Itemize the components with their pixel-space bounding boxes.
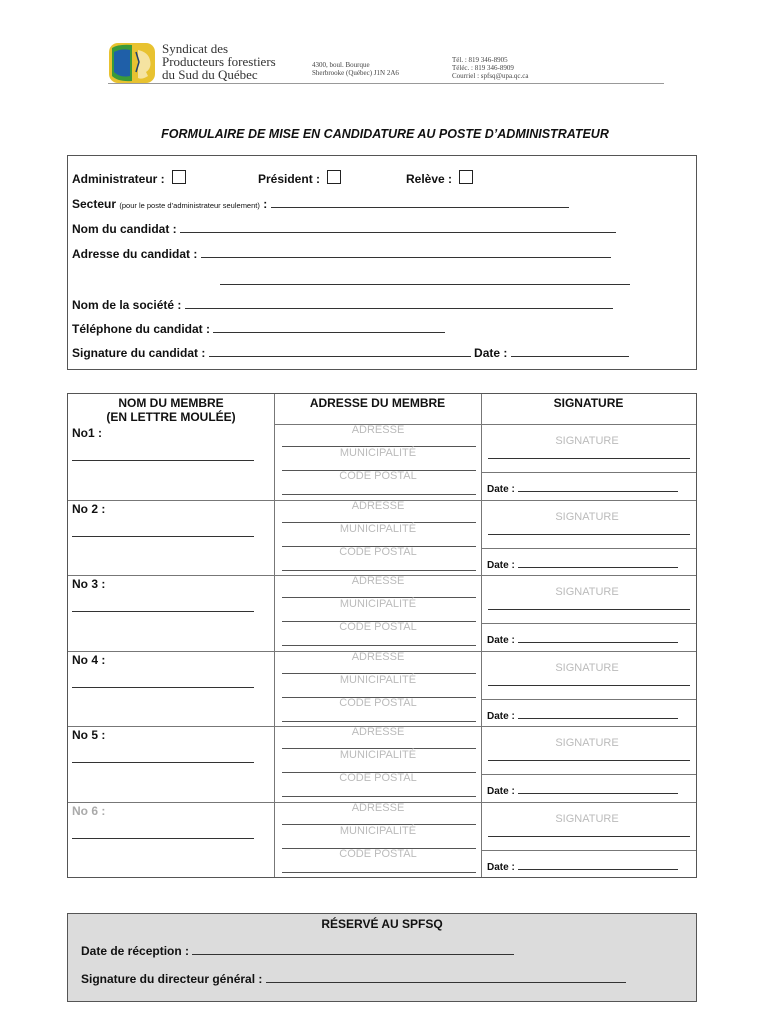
member-postal-field[interactable] — [282, 860, 476, 873]
secteur-colon: : — [263, 197, 268, 211]
member-date-row — [487, 860, 678, 873]
member-date-row — [487, 784, 678, 797]
member-row-label: No1 : — [72, 426, 102, 440]
member-row-label: No 3 : — [72, 577, 106, 591]
director-row — [81, 972, 626, 986]
member-date-label: Date : — [487, 786, 515, 797]
city-hint: MUNICIPALITÉ — [339, 673, 417, 686]
telephone-field[interactable] — [213, 322, 445, 333]
address-line-2: Sherbrooke (Québec) J1N 2A6 — [312, 69, 399, 77]
member-date-row — [487, 709, 678, 722]
secteur-label: Secteur — [72, 197, 117, 211]
address-hint: ADRESSE — [351, 575, 405, 587]
member-postal-field[interactable] — [282, 709, 476, 722]
signature-hint: SIGNATURE — [555, 737, 619, 749]
member-address-field[interactable] — [282, 434, 476, 447]
role-releve-label: Relève : — [406, 172, 453, 186]
adresse-field[interactable] — [201, 247, 611, 258]
col-header-name — [68, 396, 274, 424]
member-postal-field[interactable] — [282, 633, 476, 646]
signature-date-divider — [481, 850, 696, 851]
member-signature-field[interactable] — [488, 824, 690, 837]
adresse-row — [72, 247, 611, 261]
member-signature-field[interactable] — [488, 446, 690, 459]
postal-hint: CODE POSTAL — [339, 847, 417, 860]
societe-field[interactable] — [185, 298, 613, 309]
signature-hint: SIGNATURE — [555, 812, 619, 825]
reception-row — [81, 944, 514, 958]
organization-contact — [452, 56, 528, 80]
member-name-field[interactable] — [72, 826, 254, 839]
address-line-1: 4300, boul. Bourque — [312, 61, 370, 69]
president-checkbox[interactable] — [327, 170, 341, 184]
signature-date-divider — [481, 699, 696, 700]
member-date-row — [487, 558, 678, 571]
role-releve — [406, 170, 473, 186]
member-date-field[interactable] — [518, 709, 678, 719]
member-name-field[interactable] — [72, 448, 254, 461]
org-line-1: Syndicat des — [162, 41, 229, 56]
reserved-title: RÉSERVÉ AU SPFSQ — [321, 917, 443, 931]
director-field[interactable] — [266, 972, 626, 983]
role-president — [258, 170, 341, 186]
nom-row — [72, 222, 616, 236]
postal-hint: CODE POSTAL — [339, 696, 417, 709]
member-date-row — [487, 633, 678, 646]
adresse-label: Adresse du candidat : — [72, 247, 198, 261]
spfsq-logo-icon — [108, 42, 156, 84]
member-address-field[interactable] — [282, 585, 476, 598]
member-row-label: No 4 : — [72, 652, 106, 667]
nom-field[interactable] — [180, 222, 616, 233]
member-signature-field[interactable] — [488, 673, 690, 686]
member-date-label: Date : — [487, 559, 515, 571]
candidate-section — [67, 155, 697, 370]
city-hint: MUNICIPALITÉ — [339, 749, 417, 761]
city-hint: MUNICIPALITÉ — [339, 522, 417, 535]
member-date-field[interactable] — [518, 482, 678, 492]
member-date-row — [487, 482, 678, 495]
col-header-signature: SIGNATURE — [553, 396, 624, 410]
member-address-field[interactable] — [282, 510, 476, 523]
member-name-field[interactable] — [72, 675, 254, 688]
telephone-row — [72, 322, 445, 336]
col-header-address: ADRESSE DU MEMBRE — [309, 396, 446, 410]
member-date-label: Date : — [487, 861, 515, 873]
member-address-field[interactable] — [282, 812, 476, 825]
member-date-field[interactable] — [518, 860, 678, 870]
director-label: Signature du directeur général : — [81, 972, 263, 986]
signature-field[interactable] — [209, 346, 471, 357]
col-header-name-line1: NOM DU MEMBRE — [118, 396, 224, 410]
reserved-section — [67, 913, 697, 1002]
member-name-field[interactable] — [72, 524, 254, 537]
member-row-label: No 2 : — [72, 501, 106, 516]
secteur-row — [72, 197, 569, 211]
reception-label: Date de réception : — [81, 944, 190, 958]
releve-checkbox[interactable] — [459, 170, 473, 184]
secteur-note: (pour le poste d’administrateur seulement) — [119, 201, 260, 210]
postal-hint: CODE POSTAL — [339, 621, 417, 633]
organization-name — [162, 42, 276, 81]
reception-field[interactable] — [192, 944, 514, 955]
signature-hint: SIGNATURE — [555, 510, 619, 523]
address-hint: ADRESSE — [351, 499, 405, 512]
administrateur-checkbox[interactable] — [172, 170, 186, 184]
col-divider-2 — [481, 394, 482, 877]
address-hint: ADRESSE — [351, 801, 405, 814]
address-hint: ADRESSE — [351, 650, 405, 663]
signature-date-divider — [481, 623, 696, 624]
city-hint: MUNICIPALITÉ — [339, 598, 417, 610]
contact-email: Courriel : spfsq@upa.qc.ca — [452, 72, 529, 80]
member-address-field[interactable] — [282, 661, 476, 674]
nom-label: Nom du candidat : — [72, 222, 177, 236]
org-line-3: du Sud du Québec — [162, 67, 258, 82]
member-date-field[interactable] — [518, 784, 678, 794]
signature-hint: SIGNATURE — [555, 661, 619, 674]
signature-hint: SIGNATURE — [555, 435, 619, 447]
member-address-field[interactable] — [282, 736, 476, 749]
signature-date-divider — [481, 774, 696, 775]
member-postal-field[interactable] — [282, 482, 476, 495]
organization-address — [312, 61, 399, 77]
member-signature-field[interactable] — [488, 597, 690, 610]
secteur-field[interactable] — [271, 197, 569, 208]
member-name-field[interactable] — [72, 750, 254, 763]
member-date-label: Date : — [487, 484, 515, 495]
member-date-label: Date : — [487, 710, 515, 722]
role-administrateur — [72, 170, 186, 186]
role-administrateur-label: Administrateur : — [72, 172, 165, 186]
col-divider-1 — [274, 394, 275, 877]
form-title: FORMULAIRE DE MISE EN CANDIDATURE AU POSTE D’ADMINISTRATEUR — [161, 127, 609, 141]
city-hint: MUNICIPALITÉ — [339, 447, 417, 459]
telephone-label: Téléphone du candidat : — [72, 322, 211, 336]
member-name-field[interactable] — [72, 599, 254, 612]
contact-fax: Téléc. : 819 346-8909 — [452, 64, 514, 72]
header-divider — [108, 83, 664, 84]
signature-hint: SIGNATURE — [555, 586, 619, 598]
members-table — [67, 393, 697, 878]
member-postal-field[interactable] — [282, 558, 476, 571]
member-date-label: Date : — [487, 635, 515, 646]
address-hint: ADRESSE — [351, 726, 405, 738]
member-signature-field[interactable] — [488, 522, 690, 535]
adresse-field-line-2[interactable] — [220, 274, 630, 285]
member-date-field[interactable] — [518, 633, 678, 643]
postal-hint: CODE POSTAL — [339, 772, 417, 784]
member-row-label: No 6 : — [72, 803, 106, 818]
date-field[interactable] — [511, 346, 629, 357]
postal-hint: CODE POSTAL — [339, 470, 417, 482]
signature-date-divider — [481, 548, 696, 549]
role-president-label: Président : — [258, 172, 321, 186]
signature-date-divider — [481, 472, 696, 473]
member-signature-field[interactable] — [488, 748, 690, 761]
col-header-name-line2: (EN LETTRE MOULÉE) — [106, 410, 236, 424]
signature-row — [72, 346, 629, 360]
address-hint: ADRESSE — [351, 424, 405, 436]
postal-hint: CODE POSTAL — [339, 545, 417, 558]
societe-label: Nom de la société : — [72, 298, 182, 312]
member-date-field[interactable] — [518, 558, 678, 568]
member-postal-field[interactable] — [282, 784, 476, 797]
contact-tel: Tél. : 819 346-8905 — [452, 56, 508, 64]
date-label: Date : — [474, 346, 508, 360]
city-hint: MUNICIPALITÉ — [339, 824, 417, 837]
org-line-2: Producteurs forestiers — [162, 54, 276, 69]
signature-label: Signature du candidat : — [72, 346, 206, 360]
societe-row — [72, 298, 613, 312]
member-row-label: No 5 : — [72, 728, 106, 742]
